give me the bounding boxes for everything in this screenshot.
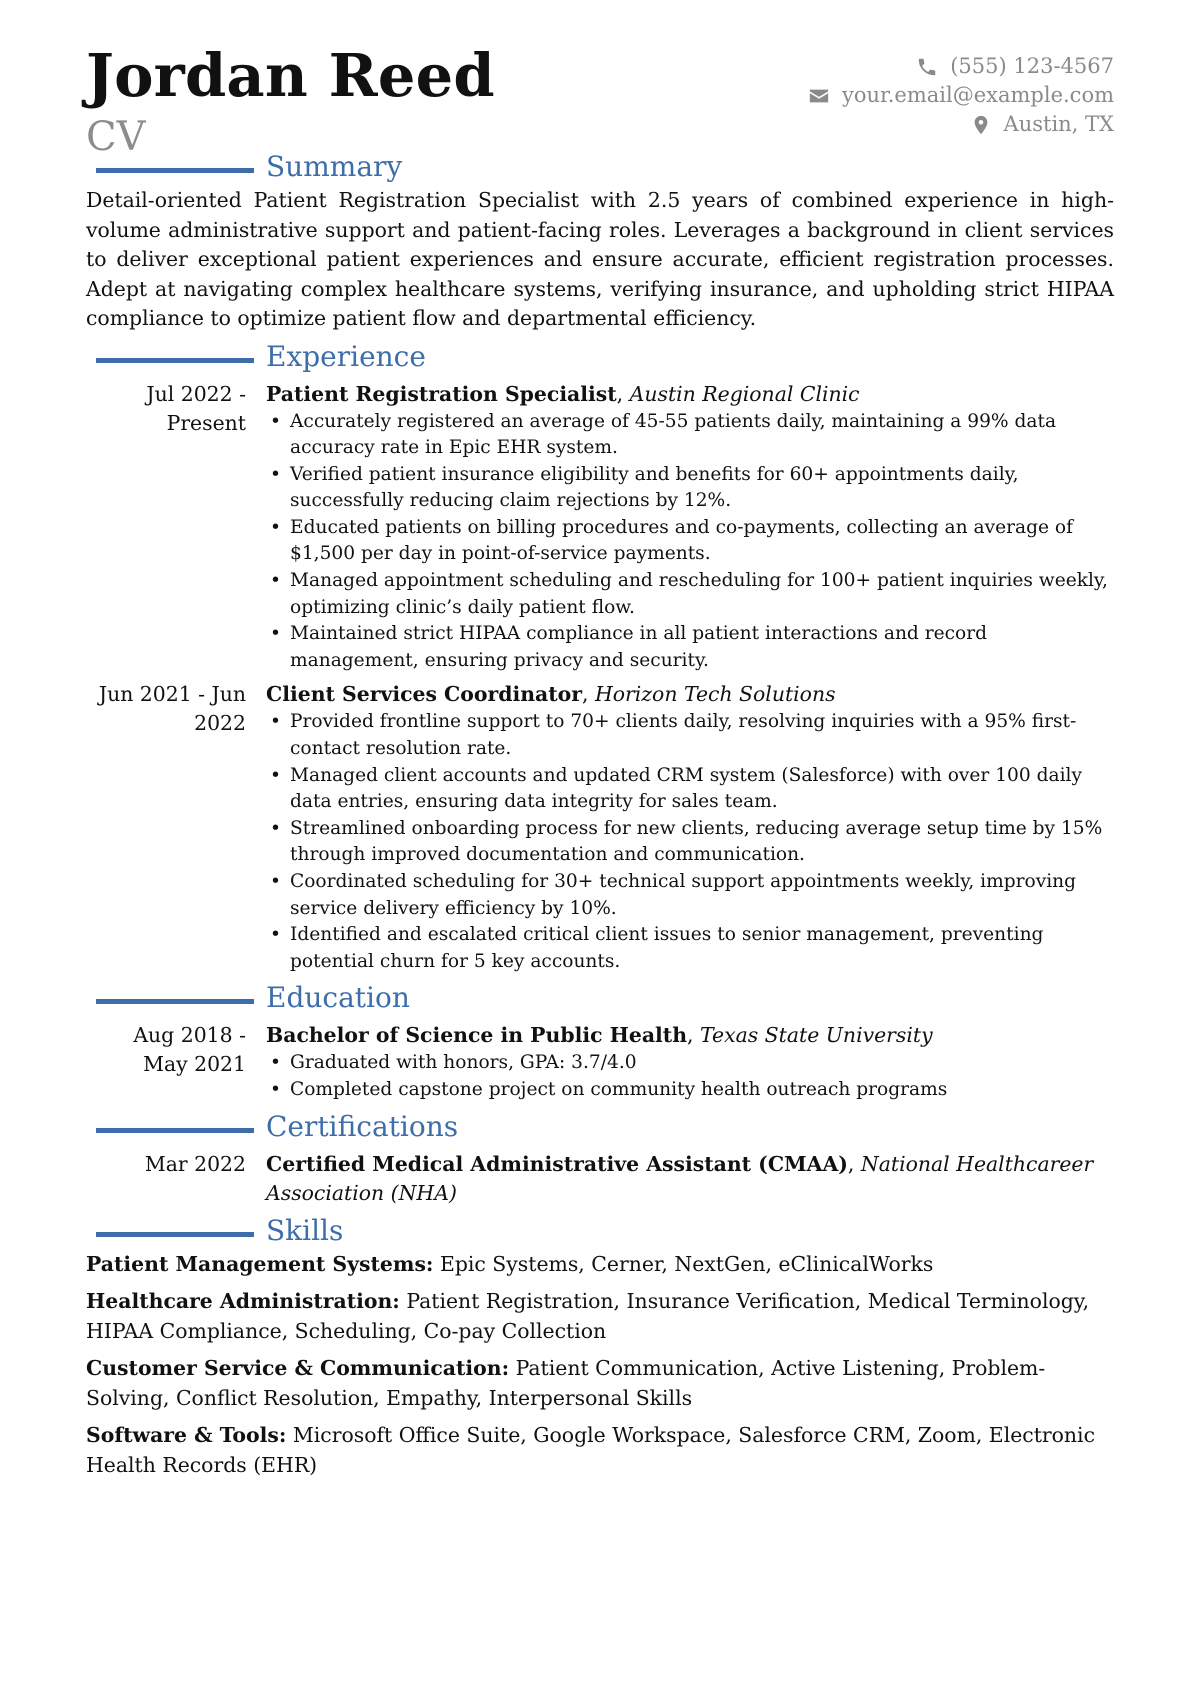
list-item: • Educated patients on billing procedures and co-payments, collecting an average of $1,500 per day in point-of-service payments.: [290, 515, 1114, 568]
section-heading: [86, 150, 1114, 186]
bullet-list: [266, 409, 1114, 675]
map-marker-icon: [970, 114, 992, 136]
skill-items: Epic Systems, Cerner, NextGen, eClinicalWorks: [439, 1251, 934, 1276]
employer: Horizon Tech Solutions: [594, 682, 836, 707]
list-item: • Identified and escalated critical client issues to senior management, preventing potential churn for 5 key accounts.: [290, 922, 1114, 975]
list-item: • Managed client accounts and updated CRM system (Salesforce) with over 100 daily data entries, ensuring data integrity for sales team.: [290, 763, 1114, 816]
list-item: • Coordinated scheduling for 30+ technical support appointments weekly, improving service delivery efficiency by 10%.: [290, 869, 1114, 922]
contact-location: [808, 110, 1114, 139]
skills-title: Skills: [266, 1213, 344, 1247]
section-heading: [86, 1110, 1114, 1146]
experience-entry: [86, 680, 1114, 975]
bullet-list: [266, 709, 1114, 975]
skill-label: Software & Tools:: [86, 1423, 287, 1448]
envelope-icon: [808, 85, 830, 107]
certification-title: Certified Medical Administrative Assistant (CMAA): [266, 1151, 848, 1176]
experience-title: Experience: [266, 339, 426, 373]
section-heading: [86, 340, 1114, 376]
section-rule: [96, 1232, 254, 1237]
entry-title: Patient Registration Specialist, Austin Regional Clinic: [266, 381, 860, 406]
phone-icon: [916, 56, 938, 78]
section-rule: [96, 999, 254, 1004]
job-title: Patient Registration Specialist: [266, 381, 617, 406]
certification-entry: [86, 1150, 1114, 1208]
education-section: [86, 981, 1114, 1103]
entry-body: [266, 1021, 1114, 1103]
skill-row: [86, 1287, 1114, 1346]
entry-body: [266, 680, 1114, 975]
skill-label: Healthcare Administration:: [86, 1289, 400, 1314]
entry-title: Client Services Coordinator, Horizon Tech Solutions: [266, 682, 836, 707]
list-item: • Provided frontline support to 70+ clients daily, resolving inquiries with a 95% first-contact resolution rate.: [290, 709, 1114, 762]
bullet-list: [266, 1050, 1114, 1103]
cv-page: [86, 40, 1114, 1480]
entry-title: Certified Medical Administrative Assistant (CMAA), National Healthcareer Association (NHA): [266, 1151, 1094, 1205]
email-text: your.email@example.com: [841, 83, 1114, 107]
contact-block: [808, 52, 1114, 139]
certifications-section: [86, 1110, 1114, 1208]
document-subtitle: CV: [86, 114, 146, 160]
summary-title: Summary: [266, 150, 403, 183]
section-heading: [86, 981, 1114, 1017]
contact-phone[interactable]: [808, 52, 1114, 81]
list-item: • Streamlined onboarding process for new clients, reducing average setup time by 15% through improved documentation and communication.: [290, 816, 1114, 869]
skill-row: [86, 1250, 1114, 1280]
skill-label: Customer Service & Communication:: [86, 1356, 510, 1381]
experience-section: [86, 340, 1114, 976]
employer: Austin Regional Clinic: [629, 381, 860, 406]
contact-email[interactable]: [808, 81, 1114, 110]
summary-section: [86, 150, 1114, 334]
entry-date: Aug 2018 - May 2021: [133, 1023, 246, 1077]
phone-text: (555) 123-4567: [950, 54, 1114, 78]
skill-row: [86, 1354, 1114, 1413]
degree-title: Bachelor of Science in Public Health: [266, 1023, 688, 1048]
education-entry: [86, 1021, 1114, 1103]
skill-row: [86, 1421, 1114, 1480]
section-rule: [96, 1128, 254, 1133]
entry-title: Bachelor of Science in Public Health, Texas State University: [266, 1023, 933, 1048]
skills-section: [86, 1214, 1114, 1481]
section-rule: [96, 358, 254, 363]
skill-items: Microsoft Office Suite, Google Workspace, Salesforce CRM, Zoom, Electronic Health Records (EHR): [86, 1423, 1095, 1477]
summary-text: Detail-oriented Patient Registration Specialist with 2.5 years of combined experience in high-volume administrative support and patient-facing roles. Leverages a background in client services to deliver exceptional patient experiences and ensure accurate, efficient registration processes. Adept at navigating complex healthcare systems, verifying insurance, and upholding strict HIPAA compliance to optimize patient flow and departmental efficiency.: [86, 188, 1114, 330]
entry-body: [266, 1150, 1114, 1208]
candidate-name: Jordan Reed: [86, 41, 495, 110]
entry-date: Mar 2022: [144, 1151, 246, 1176]
entry-body: [266, 380, 1114, 675]
experience-entry: [86, 380, 1114, 675]
entry-date: Jul 2022 - Present: [146, 381, 246, 435]
list-item: • Managed appointment scheduling and rescheduling for 100+ patient inquiries weekly, optimizing clinic’s daily patient flow.: [290, 568, 1114, 621]
skill-items: Patient Registration, Insurance Verification, Medical Terminology, HIPAA Compliance, Scheduling, Co-pay Collection: [86, 1289, 1090, 1343]
skill-items: Patient Communication, Active Listening, Problem-Solving, Conflict Resolution, Empathy, Interpersonal Skills: [86, 1356, 1046, 1410]
list-item: • Verified patient insurance eligibility and benefits for 60+ appointments daily, successfully reducing claim rejections by 12%.: [290, 462, 1114, 515]
list-item: • Accurately registered an average of 45-55 patients daily, maintaining a 99% data accuracy rate in Epic EHR system.: [290, 409, 1114, 462]
section-rule: [96, 168, 254, 173]
list-item: • Completed capstone project on community health outreach programs: [290, 1077, 1114, 1104]
entry-date: Jun 2021 - Jun 2022: [98, 682, 246, 736]
cv-header: [86, 40, 1114, 160]
list-item: • Graduated with honors, GPA: 3.7/4.0: [290, 1050, 1114, 1077]
skill-label: Patient Management Systems:: [86, 1251, 434, 1276]
list-item: • Maintained strict HIPAA compliance in all patient interactions and record management, ensuring privacy and security.: [290, 621, 1114, 674]
institution: Texas State University: [700, 1023, 933, 1048]
job-title: Client Services Coordinator: [266, 682, 583, 707]
section-heading: [86, 1214, 1114, 1250]
location-text: Austin, TX: [1003, 112, 1114, 136]
certifications-title: Certifications: [266, 1109, 459, 1143]
education-title: Education: [266, 981, 410, 1015]
issuer: National Healthcareer Association (NHA): [266, 1151, 1094, 1205]
